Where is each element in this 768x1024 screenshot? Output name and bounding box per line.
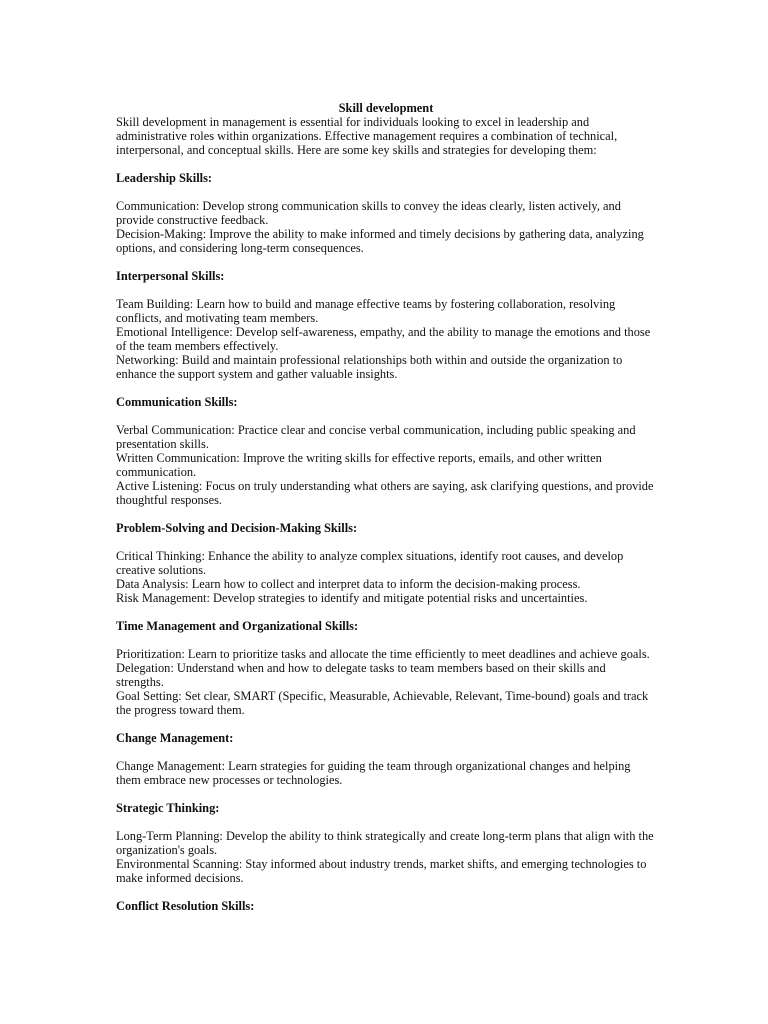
- skill-item: Environmental Scanning: Stay informed about industry trends, market shifts, and emerging technologies to make informed decisions.: [116, 857, 647, 885]
- section-strategic-thinking: [116, 801, 656, 885]
- section-heading: Strategic Thinking:: [116, 801, 220, 815]
- section-communication: [116, 395, 656, 507]
- skill-item: Networking: Build and maintain professional relationships both within and outside the organization to enhance the support system and gather valuable insights.: [116, 353, 623, 381]
- section-conflict-resolution: [116, 899, 656, 913]
- section-leadership: [116, 171, 656, 255]
- section-heading: Time Management and Organizational Skills:: [116, 619, 359, 633]
- skill-item: Decision-Making: Improve the ability to make informed and timely decisions by gathering data, analyzing options, and considering long-term consequences.: [116, 227, 644, 255]
- skill-item: Active Listening: Focus on truly understanding what others are saying, ask clarifying questions, and provide thoughtful responses.: [116, 479, 654, 507]
- section-heading: Communication Skills:: [116, 395, 238, 409]
- section-heading: Leadership Skills:: [116, 171, 213, 185]
- document-body: [116, 101, 656, 927]
- section-interpersonal: [116, 269, 656, 381]
- section-heading: Interpersonal Skills:: [116, 269, 225, 283]
- document-title: Skill development: [338, 101, 434, 115]
- skill-item: Delegation: Understand when and how to delegate tasks to team members based on their skills and strengths.: [116, 661, 606, 689]
- skill-item: Long-Term Planning: Develop the ability to think strategically and create long-term plans that align with the organization's goals.: [116, 829, 654, 857]
- section-heading: Problem-Solving and Decision-Making Skills:: [116, 521, 358, 535]
- section-heading: Change Management:: [116, 731, 234, 745]
- section-heading: Conflict Resolution Skills:: [116, 899, 255, 913]
- intro-paragraph: Skill development in management is essential for individuals looking to excel in leadership and administrative roles within organizations. Effective management requires a combination of technical, interpersonal, and conceptual skills. Here are some key skills and strategies for developing them:: [116, 115, 618, 157]
- skill-item: Written Communication: Improve the writing skills for effective reports, emails, and other written communication.: [116, 451, 602, 479]
- skill-item: Team Building: Learn how to build and manage effective teams by fostering collaboration, resolving conflicts, and motivating team members.: [116, 297, 616, 325]
- skill-item: Communication: Develop strong communication skills to convey the ideas clearly, listen actively, and provide constructive feedback.: [116, 199, 621, 227]
- section-time-management: [116, 619, 656, 717]
- skill-item: Verbal Communication: Practice clear and concise verbal communication, including public speaking and presentation skills.: [116, 423, 636, 451]
- skill-item: Data Analysis: Learn how to collect and interpret data to inform the decision-making process.: [116, 577, 581, 591]
- skill-item: Change Management: Learn strategies for guiding the team through organizational changes and helping them embrace new processes or technologies.: [116, 759, 631, 787]
- skill-item: Risk Management: Develop strategies to identify and mitigate potential risks and uncertainties.: [116, 591, 588, 605]
- section-problem-solving: [116, 521, 656, 605]
- skill-item: Critical Thinking: Enhance the ability to analyze complex situations, identify root causes, and develop creative solutions.: [116, 549, 624, 577]
- skill-item: Prioritization: Learn to prioritize tasks and allocate the time efficiently to meet deadlines and achieve goals.: [116, 647, 650, 661]
- skill-item: Goal Setting: Set clear, SMART (Specific, Measurable, Achievable, Relevant, Time-bound) goals and track the progress toward them.: [116, 689, 649, 717]
- section-change-management: [116, 731, 656, 787]
- skill-item: Emotional Intelligence: Develop self-awareness, empathy, and the ability to manage the emotions and those of the team members effectively.: [116, 325, 651, 353]
